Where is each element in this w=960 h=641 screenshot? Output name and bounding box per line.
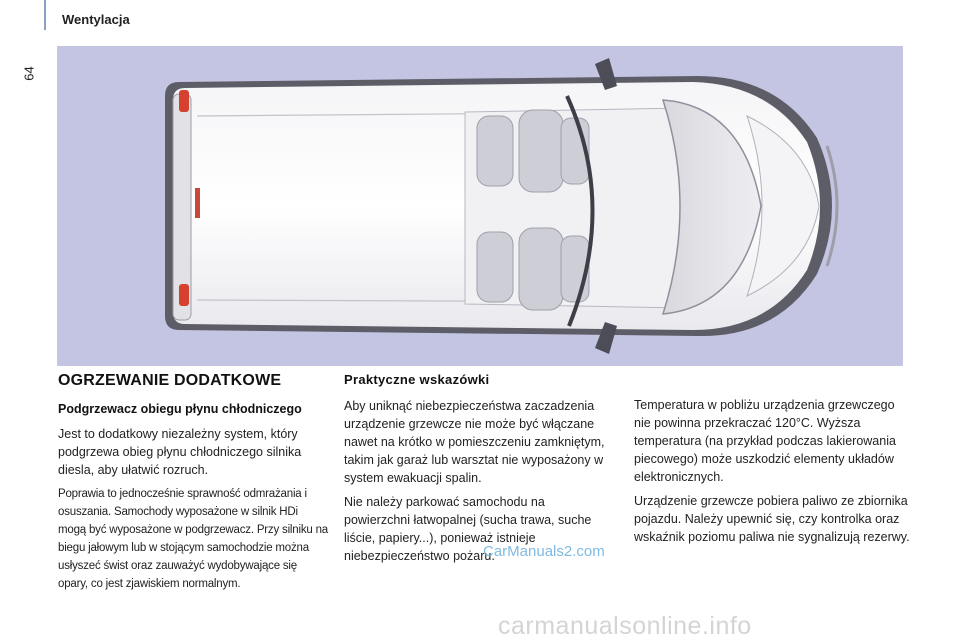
column-1 (58, 402, 328, 599)
subheading-practical-tips: Praktyczne wskazówki (344, 372, 490, 387)
column-2 (344, 372, 614, 571)
section-title: Wentylacja (62, 12, 130, 27)
van-top-view-figure (57, 46, 903, 366)
van-top-view-icon (57, 46, 903, 366)
paragraph: Nie należy parkować samochodu na powierzchni łatwopalnej (sucha trawa, suche liście, papiery...), ponieważ istnieje niebezpieczeństwo pożaru. (344, 495, 592, 563)
paragraph: Jest to dodatkowy niezależny system, który podgrzewa obieg płynu chłodniczego silnika diesla, aby ułatwić rozruch. (58, 427, 302, 477)
paragraph: Aby uniknąć niebezpieczeństwa zaczadzenia urządzenie grzewcze nie może być włączane nawet na krótko w pomieszczeniu zamkniętym, takim jak garaż lub warsztat nie wyposażony w system ewakuacji spalin. (344, 399, 605, 485)
column-3 (634, 396, 914, 552)
header-rule (44, 0, 46, 30)
main-heading: OGRZEWANIE DODATKOWE (58, 372, 282, 389)
paragraph: Poprawia to jednocześnie sprawność odmrażania i osuszania. Samochody wyposażone w silnik HDi mogą być wyposażone w podgrzewacz. Przy silniku na biegu jałowym lub w stojącym samochodzie można usłyszeć świst oraz zauważyć wydobywające się opary, co jest zjawiskiem normalnym. (58, 488, 328, 590)
paragraph: Urządzenie grzewcze pobiera paliwo ze zbiornika pojazdu. Należy upewnić się, czy kontrolka oraz wskaźnik poziomu paliwa nie sygnalizują rezerwy. (634, 494, 910, 544)
footer-watermark: carmanualsonline.info (498, 612, 752, 640)
page-number: 64 (21, 66, 37, 81)
paragraph: Temperatura w pobliżu urządzenia grzewczego nie powinna przekraczać 120°C. Wyższa temperatura (na przykład podczas lakierowania piecowego) może uszkodzić elementy układów elektronicznych. (634, 398, 896, 484)
subheading-coolant-heater: Podgrzewacz obiegu płynu chłodniczego (58, 402, 302, 416)
watermark: CarManuals2.com (483, 543, 605, 560)
